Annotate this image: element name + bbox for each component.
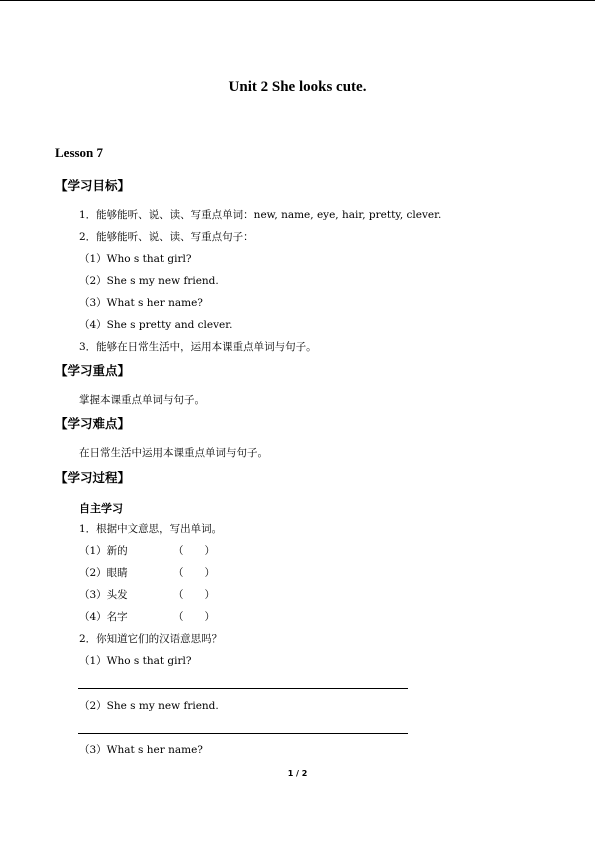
answer-blank: （ ） — [173, 611, 215, 623]
task-1-instruction: 1．根据中文意思，写出单词。 — [79, 523, 223, 535]
objective-item: （1）Who s that girl? — [79, 253, 192, 265]
answer-blank: （ ） — [173, 545, 215, 557]
word-prompt: （1）新的 — [79, 545, 128, 557]
answer-blank: （ ） — [173, 589, 215, 601]
answer-blank: （ ） — [173, 567, 215, 579]
difficulties-text: 在日常生活中运用本课重点单词与句子。 — [79, 447, 268, 459]
page-top-border — [0, 0, 595, 1]
objective-item: 3．能够在日常生活中，运用本课重点单词与句子。 — [79, 341, 317, 353]
word-prompt: （3）头发 — [79, 589, 128, 601]
objective-item: （4）She s pretty and clever. — [79, 319, 233, 331]
sentence-prompt: （2）She s my new friend. — [79, 700, 219, 712]
answer-line — [78, 688, 408, 689]
lesson-label: Lesson 7 — [55, 145, 104, 160]
key-points-text: 掌握本课重点单词与句子。 — [79, 394, 205, 406]
section-heading-key-points: 【学习重点】 — [55, 363, 131, 378]
sentence-prompt: （1）Who s that girl? — [79, 655, 192, 667]
self-study-subheading: 自主学习 — [79, 502, 123, 515]
word-prompt: （4）名字 — [79, 611, 128, 623]
word-prompt: （2）眼睛 — [79, 567, 128, 579]
page-number: 1 / 2 — [287, 769, 308, 778]
objective-item: 2．能够能听、说、读、写重点句子： — [79, 231, 254, 243]
objective-item: 1．能够能听、说、读、写重点单词：new, name, eye, hair, pretty, clever. — [79, 209, 442, 221]
page-title: Unit 2 She looks cute. — [228, 79, 367, 95]
objective-item: （3）What s her name? — [79, 297, 203, 309]
section-heading-objectives: 【学习目标】 — [55, 178, 131, 193]
objective-item: （2）She s my new friend. — [79, 275, 219, 287]
answer-line — [78, 733, 408, 734]
section-heading-difficulties: 【学习难点】 — [55, 416, 131, 431]
sentence-prompt: （3）What s her name? — [79, 744, 203, 756]
section-heading-process: 【学习过程】 — [55, 470, 131, 485]
task-2-instruction: 2．你知道它们的汉语意思吗？ — [79, 633, 223, 645]
